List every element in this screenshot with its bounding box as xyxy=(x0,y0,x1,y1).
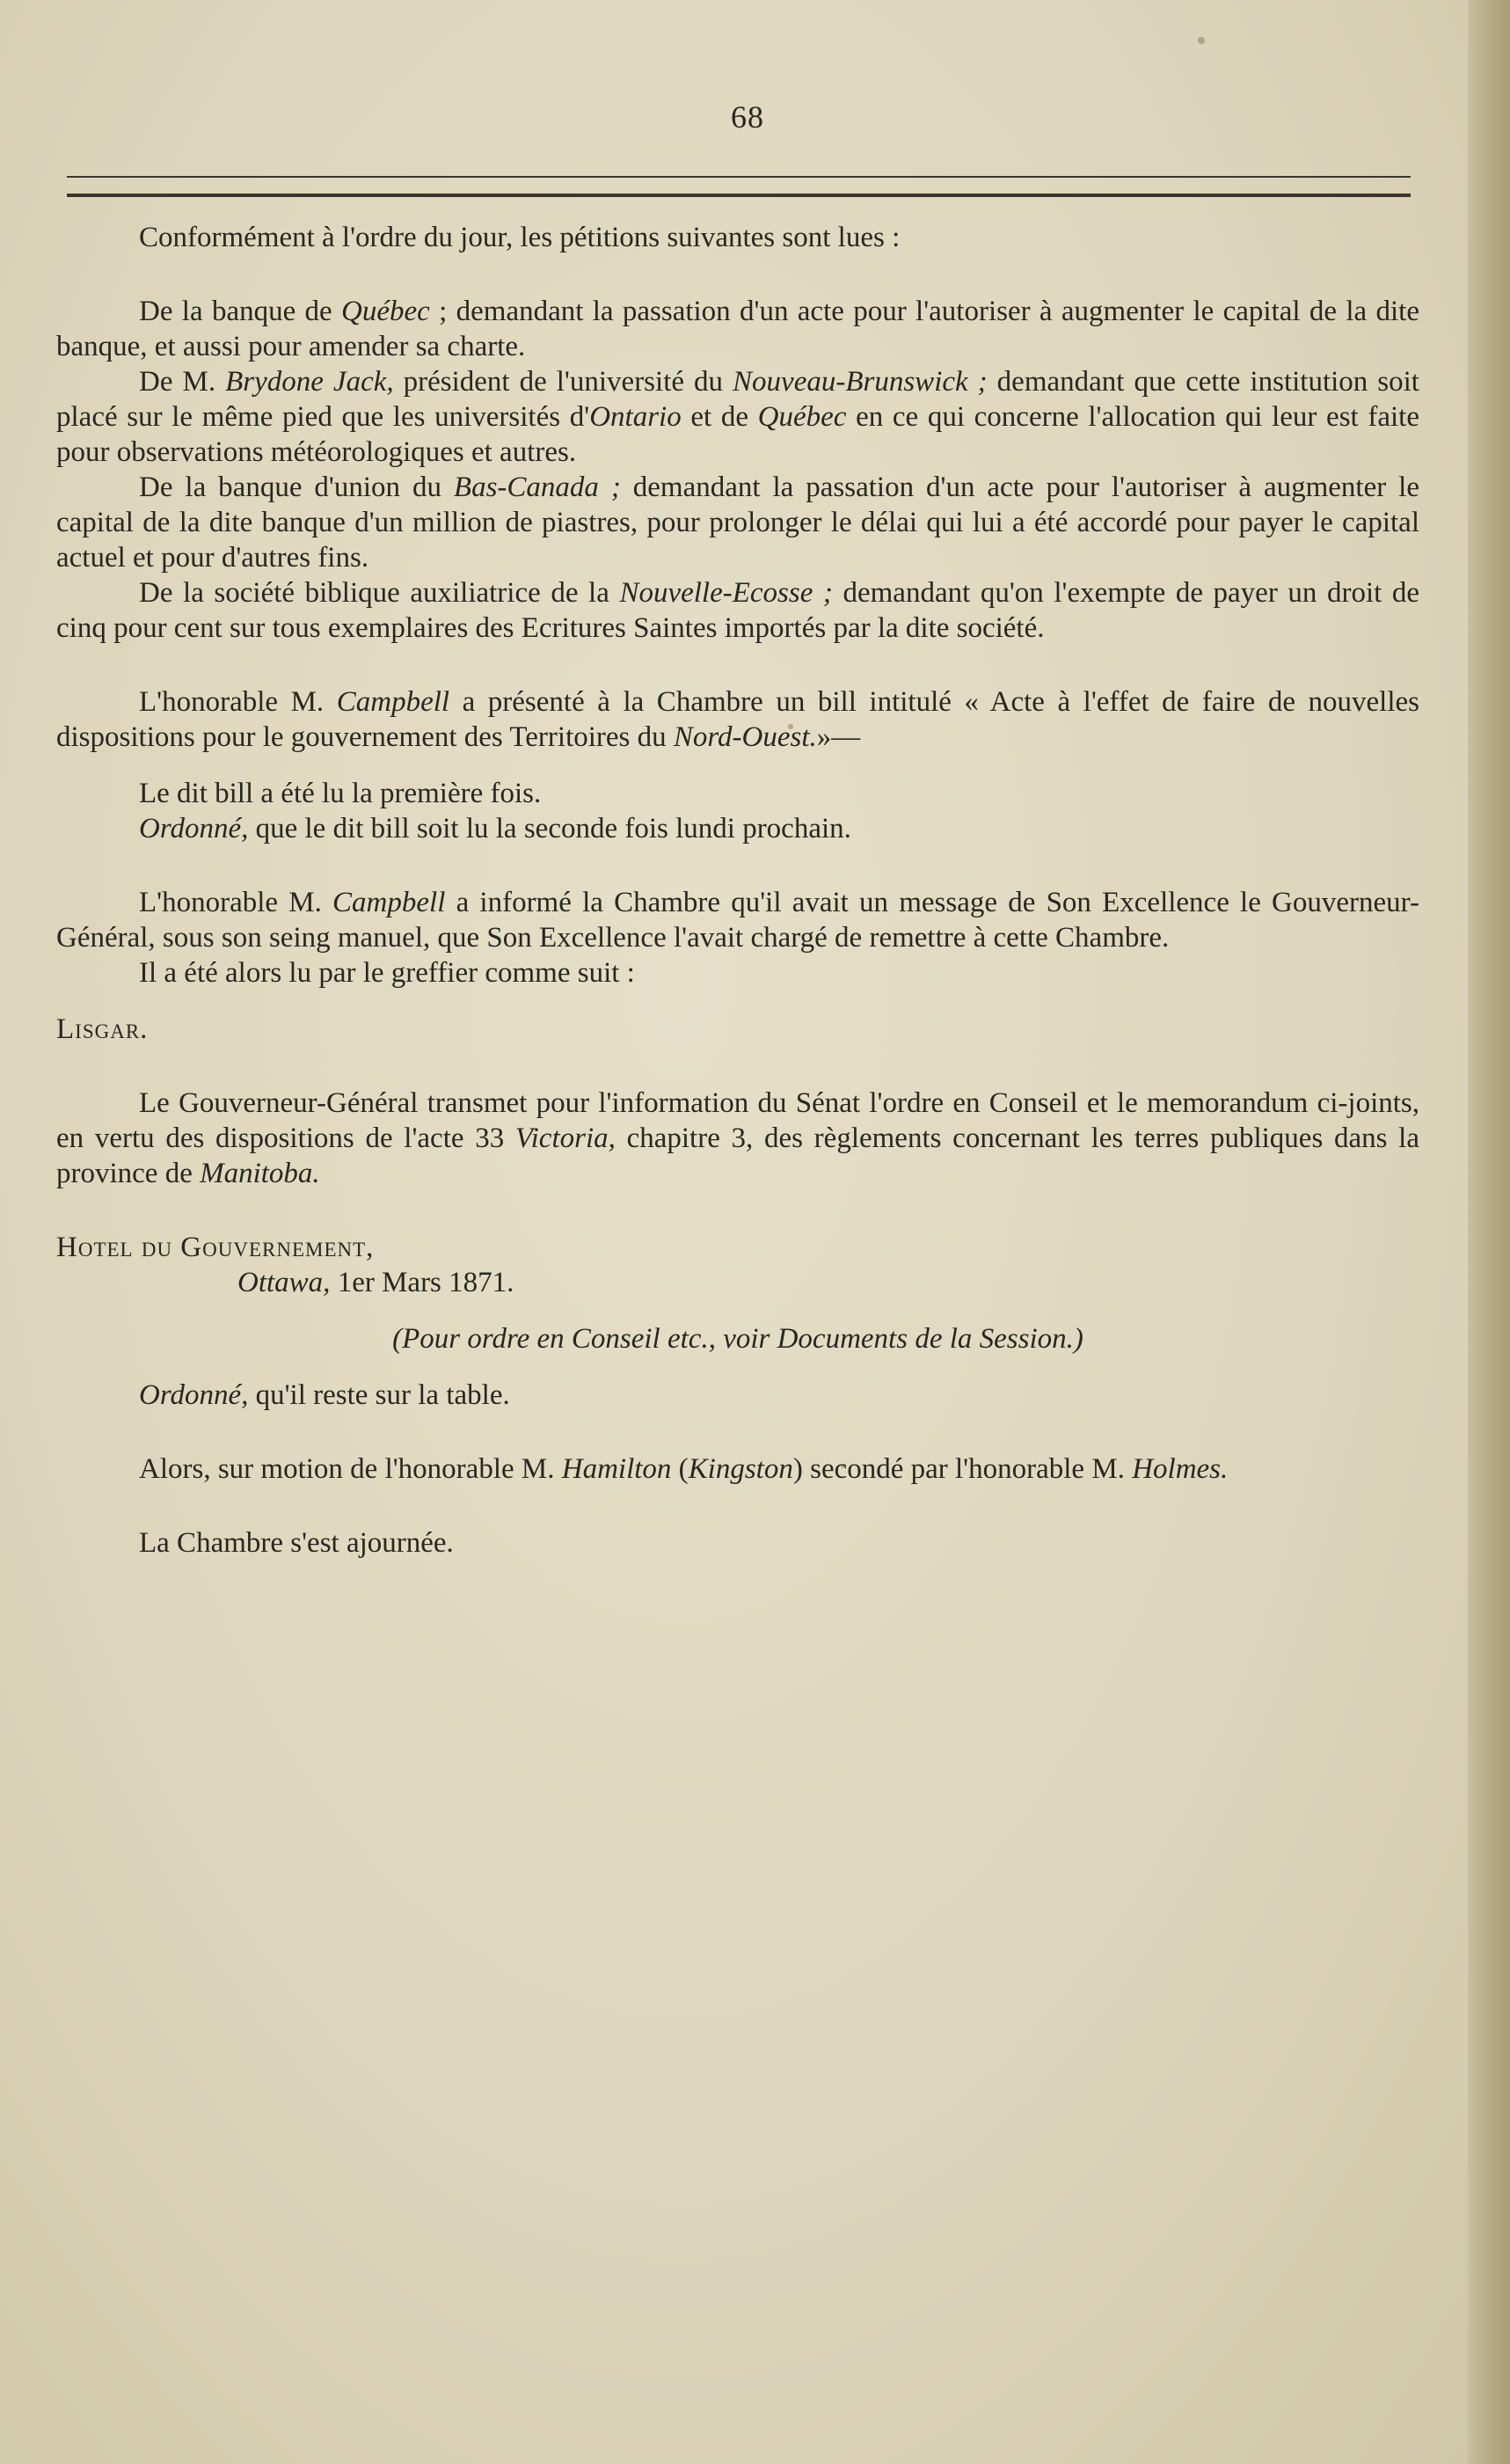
message-body: Le Gouverneur-Général transmet pour l'information du Sénat l'ordre en Conseil et le memorandum ci-joints, en vertu des dispositions de l'acte 33 Victoria, chapitre 3, des règlements concernant les terres publiques dans la province de Manitoba. xyxy=(56,1087,1419,1189)
petition-quebec-bank: De la banque de Québec ; demandant la passation d'un acte pour l'autoriser à augmenter le capital de la dite banque, et aussi pour amender sa charte. xyxy=(56,296,1419,362)
document-body xyxy=(56,220,1419,1561)
adjournment-final: La Chambre s'est ajournée. xyxy=(139,1527,454,1559)
bill-introduction: L'honorable M. Campbell a présenté à la Chambre un bill intitulé « Acte à l'effet de faire de nouvelles dispositions pour le gouvernement des Territoires du Nord-Ouest.»— xyxy=(56,686,1419,753)
page-binding-edge xyxy=(1468,0,1510,2464)
documents-note: (Pour ordre en Conseil etc., voir Documents de la Session.) xyxy=(392,1323,1083,1355)
page-number: 68 xyxy=(731,99,764,135)
header-rule-thin xyxy=(67,176,1411,178)
message-read: Il a été alors lu par le greffier comme suit : xyxy=(139,957,635,989)
message-date: Ottawa, 1er Mars 1871. xyxy=(237,1267,514,1298)
bill-first-reading: Le dit bill a été lu la première fois. xyxy=(139,778,542,809)
petition-union-bank: De la banque d'union du Bas-Canada ; demandant la passation d'un acte pour l'autoriser à augmenter le capital de la dite banque d'un million de piastres, pour prolonger le délai qui lui a été accordé pour payer le capital actuel et pour d'autres fins. xyxy=(56,472,1419,574)
bill-order: Ordonné, que le dit bill soit lu la seconde fois lundi prochain. xyxy=(139,813,851,844)
petition-bible-society: De la société biblique auxiliatrice de la Nouvelle-Ecosse ; demandant qu'on l'exempte de payer un droit de cinq pour cent sur tous exemplaires des Ecritures Saintes importés par la dite société. xyxy=(56,577,1419,644)
header-rule-thick xyxy=(67,194,1411,197)
message-announcement: L'honorable M. Campbell a informé la Chambre qu'il avait un message de Son Excellence le Gouverneur-Général, sous son seing manuel, que Son Excellence l'avait chargé de remettre à cette Chambre. xyxy=(56,887,1419,954)
petition-brydone-jack: De M. Brydone Jack, président de l'université du Nouveau-Brunswick ; demandant que cette institution soit placé sur le même pied que les universités d'Ontario et de Québec en ce qui concerne l'allocation qui leur est faite pour observations météorologiques et autres. xyxy=(56,366,1419,468)
paper-speck xyxy=(1198,37,1205,44)
message-order: Ordonné, qu'il reste sur la table. xyxy=(139,1379,510,1411)
government-house-line: Hotel du Gouvernement, xyxy=(56,1232,375,1263)
signature-lisgar: Lisgar. xyxy=(56,1013,149,1045)
intro-paragraph: Conformément à l'ordre du jour, les pétitions suivantes sont lues : xyxy=(139,222,901,253)
adjournment-motion: Alors, sur motion de l'honorable M. Hamilton (Kingston) secondé par l'honorable M. Holmes. xyxy=(139,1453,1229,1485)
